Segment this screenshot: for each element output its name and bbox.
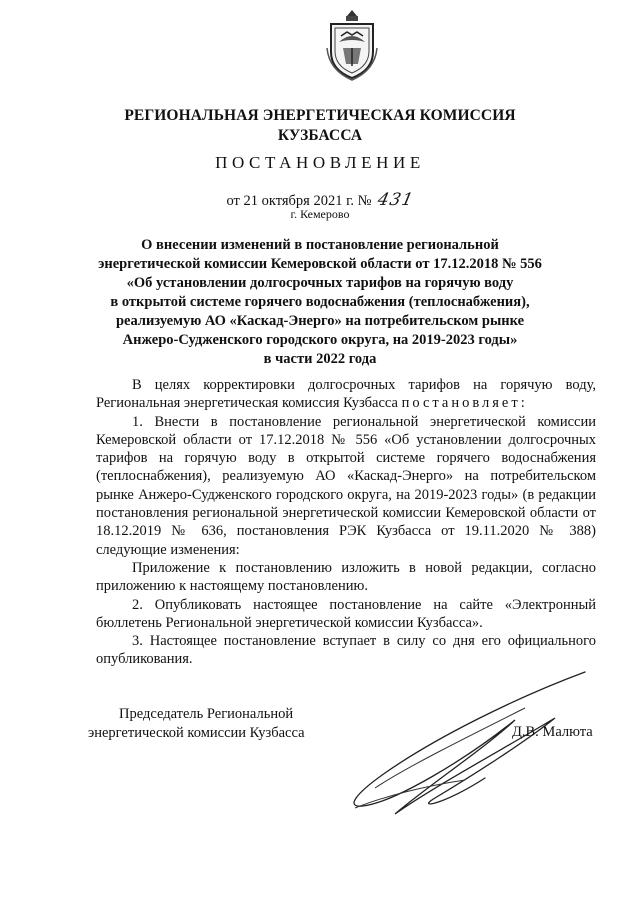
document-type: ПОСТАНОВЛЕНИЕ: [215, 153, 425, 172]
resolves-word: постановляет:: [401, 395, 528, 412]
handwritten-signature: [315, 668, 595, 823]
preamble-text: В целях корректировки долгосрочных тарифов на горячую воду, Региональная энергетическая комиссия Кузбасса: [96, 377, 596, 412]
position-line-2: энергетической комиссии Кузбасса: [88, 725, 305, 741]
city: г. Кемерово: [290, 207, 350, 221]
document-body: [96, 376, 596, 669]
subject-line: энергетической комиссии Кемеровской области от 17.12.2018 № 556: [98, 256, 542, 272]
org-line-1: РЕГИОНАЛЬНАЯ ЭНЕРГЕТИЧЕСКАЯ КОМИССИЯ: [124, 107, 516, 124]
preamble-paragraph: [96, 376, 596, 413]
subject-line: «Об установлении долгосрочных тарифов на горячую воду: [126, 275, 514, 291]
position-line-1: Председатель Региональной: [119, 706, 294, 722]
handwritten-document-number: 431: [375, 190, 416, 210]
document-date: от 21 октября 2021 г. №: [226, 193, 372, 209]
item-1: 1. Внести в постановление региональной энергетической комиссии Кемеровской области от 17.12.2018 № 556 «Об установлении долгосрочных тарифов на горячую воду в открытой системе горячего водоснабжения (теплоснабжения), реализуемую АО «Каскад-Энерго» на потребительском рынке Анжеро-Судженского городского округа, на 2019-2023 годы» (в редакции постановления региональной энергетической комиссии Кемеровской области от 18.12.2019 № 636, постановления РЭК Кузбасса от 19.11.2020 № 388) следующие изменения:: [96, 413, 596, 558]
subject-line: в части 2022 года: [263, 351, 377, 367]
item-1-detail: Приложение к постановлению изложить в новой редакции, согласно приложению к настоящему постановлению.: [96, 559, 596, 595]
issuing-authority: [100, 106, 540, 146]
document-subject: [96, 236, 544, 369]
item-2: 2. Опубликовать настоящее постановление на сайте «Электронный бюллетень Региональной энергетической комиссии Кузбасса».: [96, 596, 596, 631]
subject-line: в открытой системе горячего водоснабжения (теплоснабжения),: [110, 294, 530, 310]
subject-line: реализуемую АО «Каскад-Энерго» на потребительском рынке: [115, 313, 525, 329]
org-line-2: КУЗБАССА: [277, 127, 363, 144]
item-3: 3. Настоящее постановление вступает в силу со дня его официального опубликования.: [96, 633, 596, 668]
signatory-name: Д.В. Малюта: [512, 724, 593, 740]
coat-of-arms-icon: [325, 8, 379, 82]
subject-line: О внесении изменений в постановление региональной: [141, 237, 499, 253]
subject-line: Анжеро-Судженского городского округа, на 2019-2023 годы»: [122, 332, 518, 348]
signatory-position: [88, 705, 305, 743]
